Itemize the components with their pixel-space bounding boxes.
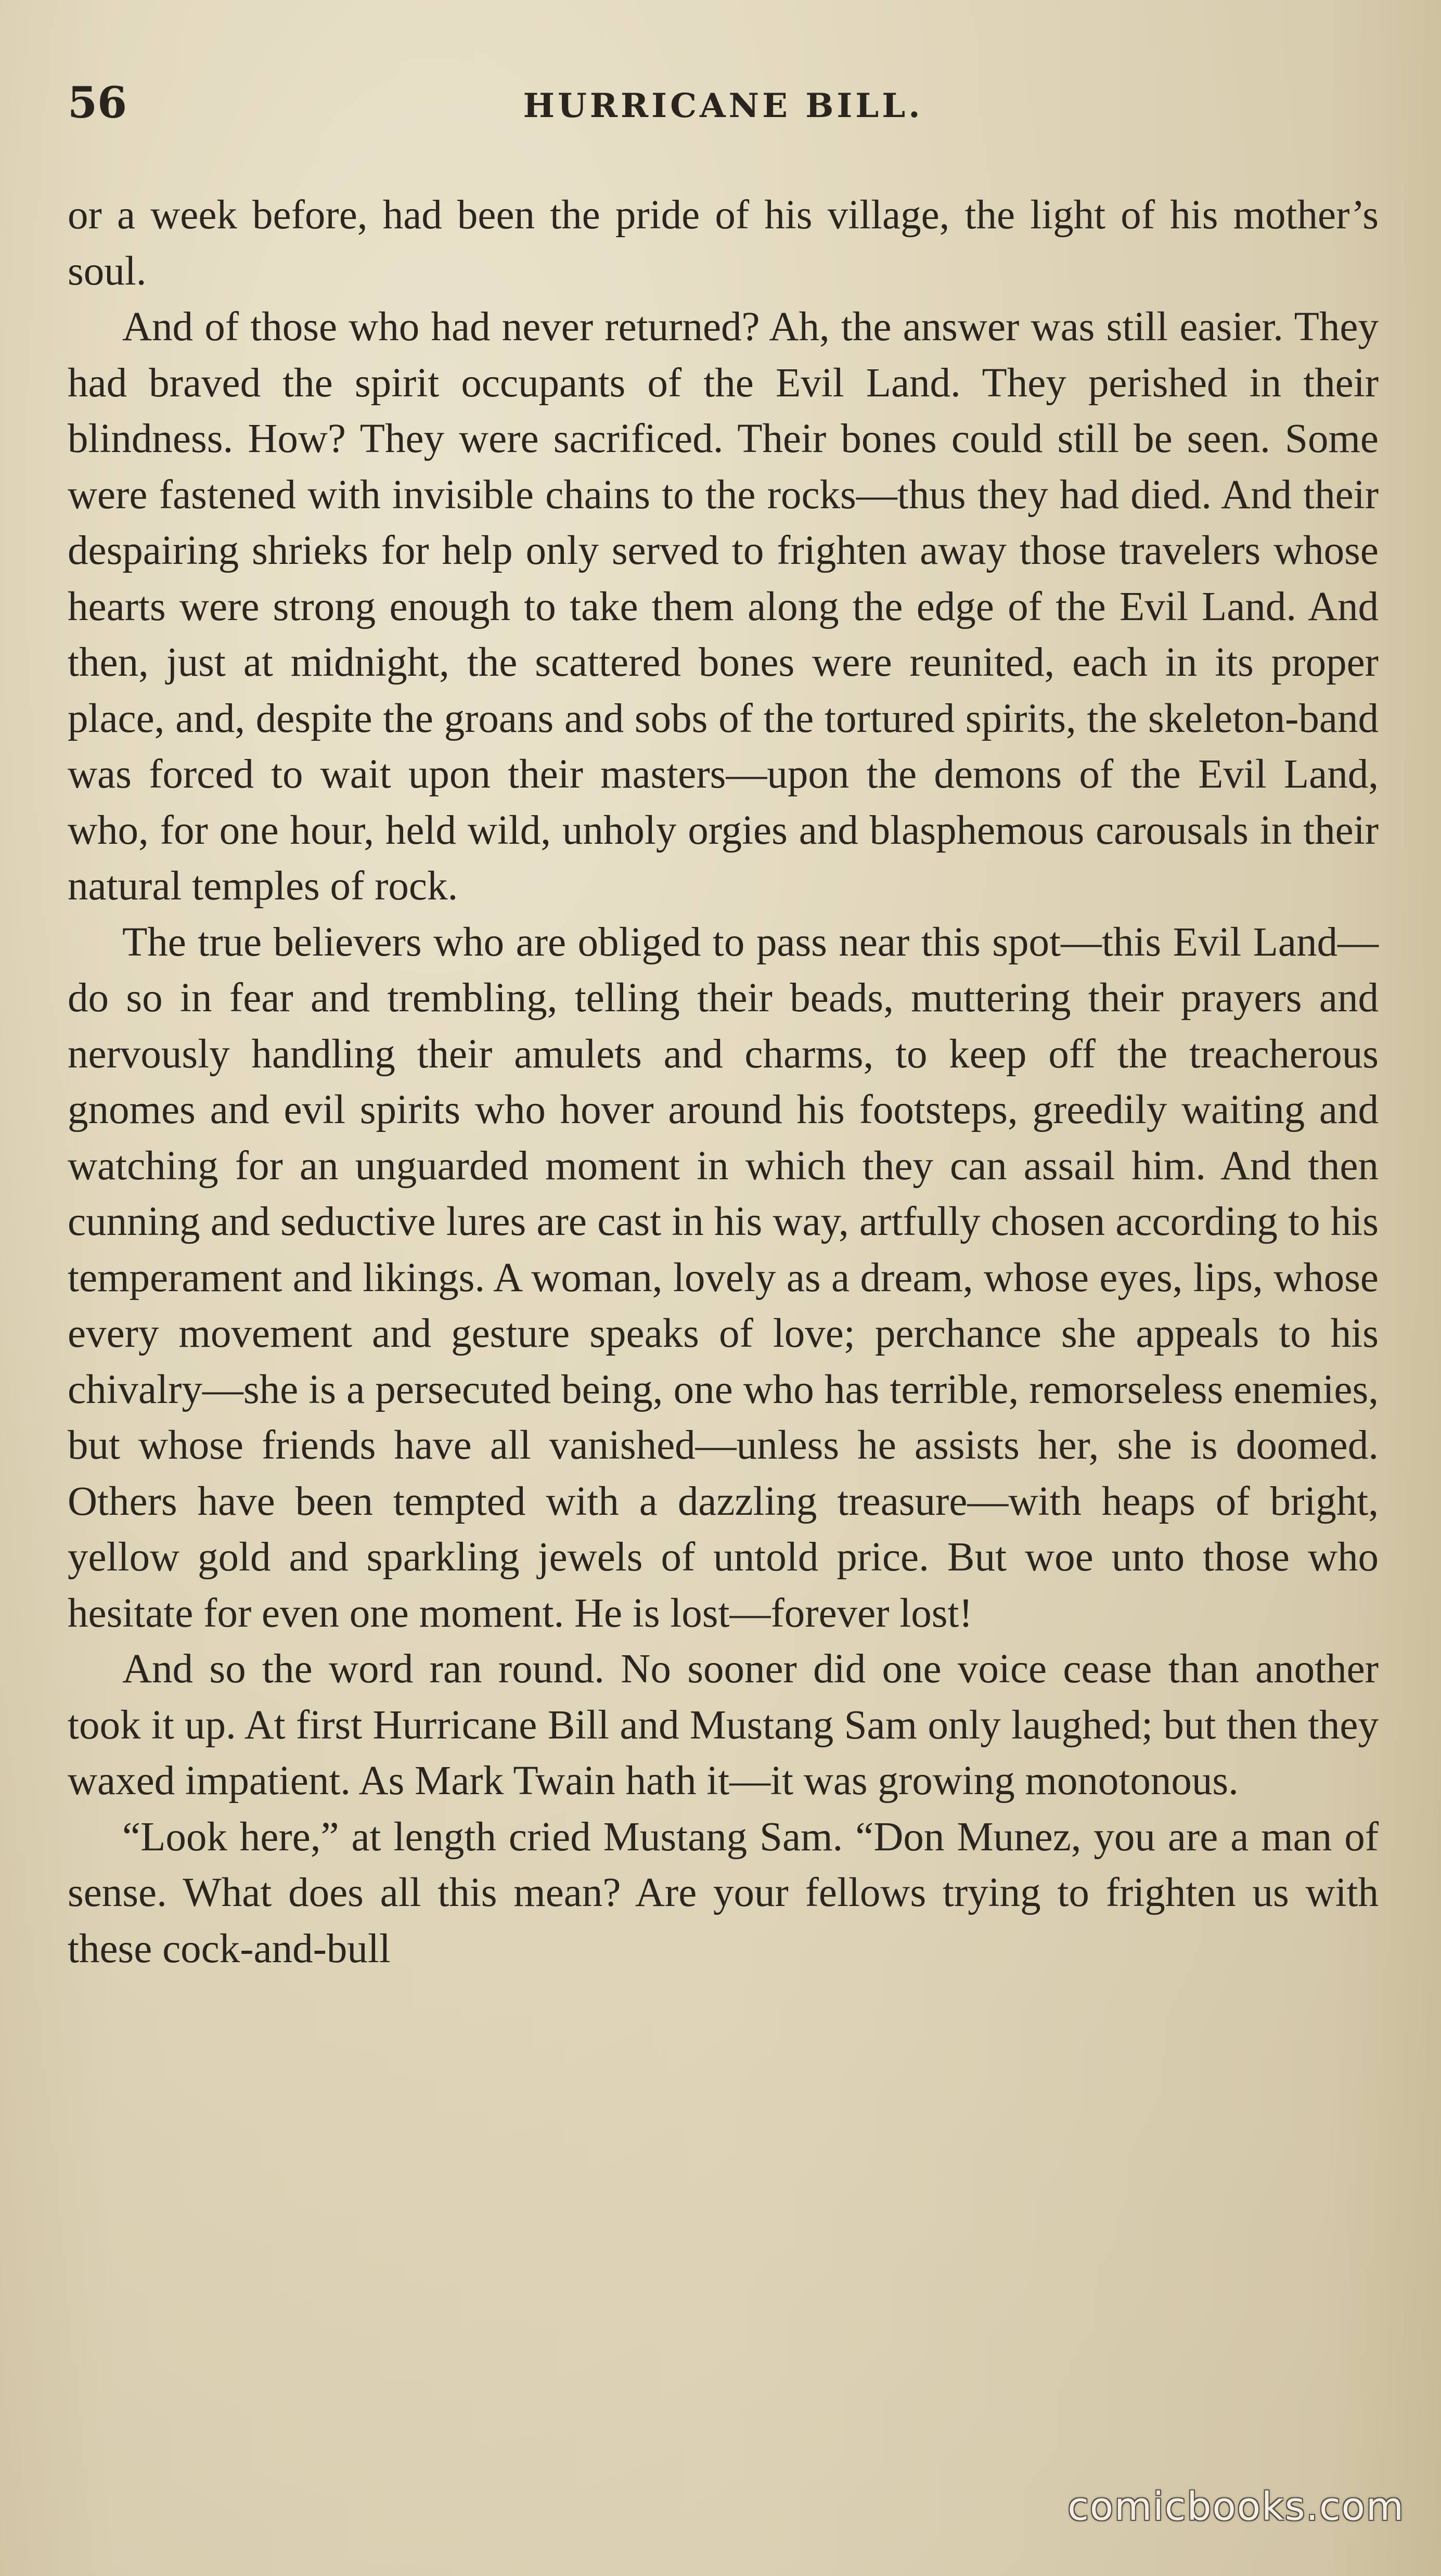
- paragraph: “Look here,” at length cried Mustang Sam. “Don Munez, you are a man of sense. What does all this mean? Are your fellows trying to frighten us with these cock-and-bull: [68, 1814, 1379, 1972]
- watermark: comicbooks.com: [1067, 2484, 1405, 2529]
- paragraph: And of those who had never returned? Ah, the answer was still easier. They had braved the spirit occupants of the Evil Land. They perished in their blindness. How? They were sacrificed. Their bones could still be seen. Some were fastened with invisible chains to the rocks—thus they had died. And their despairing shrieks for help only served to frighten away those travelers whose hearts were strong enough to take them along the edge of the Evil Land. And then, just at midnight, the scattered bones were reunited, each in its proper place, and, despite the groans and sobs of the tortured spirits, the skeleton-band was forced to wait upon their masters—upon the demons of the Evil Land, who, for one hour, held wild, unholy orgies and blasphemous carousals in their natural temples of rock.: [68, 304, 1379, 909]
- paragraph: or a week before, had been the pride of his village, the light of his mother’s soul.: [68, 192, 1379, 294]
- body-text: [68, 187, 1379, 1977]
- page-number: 56: [68, 78, 127, 128]
- paragraph: The true believers who are obliged to pass near this spot—this Evil Land—do so in fear and trembling, telling their beads, muttering their prayers and nervously handling their amulets and charms, to keep off the treacherous gnomes and evil spirits who hover around his footsteps, greedily waiting and watching for an unguarded moment in which they can assail him. And then cunning and seductive lures are cast in his way, artfully chosen according to his temperament and likings. A woman, lovely as a dream, whose eyes, lips, whose every movement and gesture speaks of love; perchance she appeals to his chivalry—she is a persecuted being, one who has terrible, remorseless enemies, but whose friends have all vanished—unless he assists her, she is doomed. Others have been tempted with a dazzling treasure—with heaps of bright, yellow gold and sparkling jewels of untold price. But woe unto those who hesitate for even one moment. He is lost—forever lost!: [68, 919, 1379, 1636]
- running-title: HURRICANE BILL.: [523, 86, 923, 125]
- paragraph: And so the word ran round. No sooner did one voice cease than another took it up. At first Hurricane Bill and Mustang Sam only laughed; but then they waxed impatient. As Mark Twain hath it—it was growing monotonous.: [68, 1646, 1379, 1804]
- page-header: [68, 78, 1379, 135]
